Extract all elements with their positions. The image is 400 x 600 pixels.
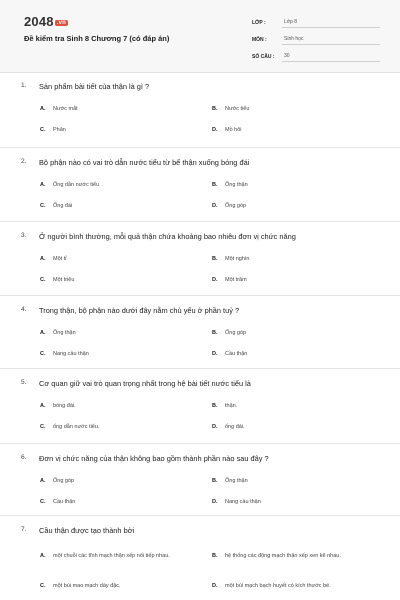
question-number: 5. <box>21 379 27 386</box>
question-header <box>21 306 239 315</box>
meta-value: Sinh học <box>282 36 380 45</box>
logo-text: 2048 <box>24 14 54 29</box>
option-b[interactable] <box>212 255 249 264</box>
option-letter: B. <box>212 106 218 112</box>
option-letter: A. <box>40 403 46 409</box>
option-letter: D. <box>212 499 218 505</box>
meta-subject <box>252 30 380 45</box>
option-text: Ống góp <box>225 203 247 209</box>
option-c[interactable] <box>40 350 89 359</box>
option-d[interactable] <box>212 423 245 432</box>
option-text: một búi mạch bạch huyết có kích thước bé. <box>225 582 331 589</box>
meta-label: MÔN : <box>252 37 267 43</box>
option-letter: C. <box>40 351 46 357</box>
option-letter: B. <box>212 256 218 262</box>
option-text: Một nghìn <box>225 256 250 262</box>
option-text: Mồ hôi <box>225 127 242 133</box>
question-header <box>21 232 296 241</box>
option-a[interactable] <box>40 255 66 264</box>
meta-value: Lớp 8 <box>282 19 380 28</box>
meta-label: LỚP : <box>252 20 266 26</box>
option-letter: C. <box>40 424 46 430</box>
question-item <box>0 444 400 516</box>
option-d[interactable] <box>212 576 362 596</box>
question-text: Đơn vị chức năng của thận không bao gồm thành phần nào sau đây ? <box>39 454 269 463</box>
option-letter: D. <box>212 203 218 209</box>
question-item <box>0 72 400 148</box>
option-text: Cầu thận <box>53 499 76 505</box>
option-a[interactable] <box>40 477 74 486</box>
option-c[interactable] <box>40 202 72 211</box>
option-letter: D. <box>212 582 218 589</box>
option-d[interactable] <box>212 202 246 211</box>
option-b[interactable] <box>212 181 248 190</box>
option-text: Ống thận <box>225 478 248 484</box>
question-item <box>0 296 400 369</box>
question-number: 1. <box>21 82 27 89</box>
option-text: Ống góp <box>53 478 75 484</box>
option-text: Phân <box>53 127 66 133</box>
option-text: Một trăm <box>225 277 247 283</box>
option-letter: A. <box>40 330 46 336</box>
option-text: bóng đái. <box>53 403 76 409</box>
question-item <box>0 222 400 296</box>
option-letter: A. <box>40 106 46 112</box>
option-d[interactable] <box>212 276 247 285</box>
option-c[interactable] <box>40 498 75 507</box>
option-d[interactable] <box>212 350 247 359</box>
option-letter: A. <box>40 182 46 188</box>
option-text: ống đái. <box>225 424 245 430</box>
option-d[interactable] <box>212 498 261 507</box>
option-text: Nước mắt <box>53 106 78 112</box>
option-letter: C. <box>40 499 46 505</box>
option-c[interactable] <box>40 126 66 135</box>
question-number: 6. <box>21 454 27 461</box>
question-text: Trong thận, bộ phận nào dưới đây nằm chủ yếu ở phần tuỷ ? <box>39 306 240 315</box>
question-text: Sản phẩm bài tiết của thận là gì ? <box>39 82 150 91</box>
option-text: Ống thận <box>53 330 76 336</box>
option-letter: A. <box>40 478 46 484</box>
option-a[interactable] <box>40 546 180 566</box>
document-header <box>0 0 400 73</box>
option-letter: C. <box>40 127 46 133</box>
option-text: Ống góp <box>225 330 247 336</box>
option-b[interactable] <box>212 402 237 411</box>
option-c[interactable] <box>40 276 74 285</box>
option-c[interactable] <box>40 423 99 432</box>
question-number: 7. <box>21 526 27 533</box>
option-a[interactable] <box>40 402 76 411</box>
option-letter: D. <box>212 127 218 133</box>
question-text: Cơ quan giữ vai trò quan trọng nhất trong hệ bài tiết nước tiểu là <box>39 379 251 388</box>
option-letter: B. <box>212 330 218 336</box>
option-letter: A. <box>40 552 46 559</box>
option-a[interactable] <box>40 329 76 338</box>
option-letter: D. <box>212 351 218 357</box>
option-letter: A. <box>40 256 46 262</box>
question-header <box>21 82 149 91</box>
question-header <box>21 379 251 388</box>
question-number: 2. <box>21 158 27 165</box>
option-text: một chuỗi các tĩnh mạch thận xếp nối tiếp nhau. <box>53 552 170 559</box>
meta-question-count <box>252 47 380 62</box>
question-text: Cầu thận được tạo thành bởi <box>39 526 135 535</box>
question-number: 4. <box>21 306 27 313</box>
option-text: Ống thận <box>225 182 248 188</box>
question-text: Ở người bình thường, mỗi quả thận chứa khoảng bao nhiêu đơn vị chức năng <box>39 232 296 241</box>
option-letter: C. <box>40 582 46 589</box>
option-c[interactable] <box>40 576 180 596</box>
option-letter: D. <box>212 424 218 430</box>
question-header <box>21 526 134 535</box>
option-letter: B. <box>212 478 218 484</box>
option-text: Một triệu <box>53 277 75 283</box>
option-letter: B. <box>212 552 218 559</box>
option-letter: C. <box>40 203 46 209</box>
option-text: Nước tiểu <box>225 106 250 112</box>
option-text: Một tỉ <box>53 256 67 262</box>
meta-label: SỐ CÂU : <box>252 54 275 60</box>
option-text: Ống dẫn nước tiểu <box>53 182 100 188</box>
question-item <box>0 369 400 444</box>
option-text: Nang cầu thận <box>225 499 261 505</box>
option-letter: B. <box>212 403 218 409</box>
site-logo[interactable] <box>24 14 68 29</box>
option-letter: C. <box>40 277 46 283</box>
option-text: ống dẫn nước tiểu. <box>53 424 100 430</box>
meta-value: 30 <box>282 53 380 62</box>
question-text: Bộ phận nào có vai trò dẫn nước tiểu từ bể thận xuống bóng đái <box>39 158 250 167</box>
option-text: một búi mao mạch dày đặc. <box>53 582 121 589</box>
question-number: 3. <box>21 232 27 239</box>
option-text: Nang cầu thận <box>53 351 89 357</box>
option-text: Cầu thận <box>225 351 248 357</box>
document-meta <box>252 13 380 64</box>
option-d[interactable] <box>212 126 242 135</box>
option-a[interactable] <box>40 105 78 114</box>
option-letter: D. <box>212 277 218 283</box>
question-item <box>0 148 400 222</box>
question-header <box>21 454 269 463</box>
option-text: thận. <box>225 403 238 409</box>
document-title: Đề kiểm tra Sinh 8 Chương 7 (có đáp án) <box>24 34 170 43</box>
logo-suffix: .vn <box>56 20 67 26</box>
option-a[interactable] <box>40 181 99 190</box>
question-item <box>0 516 400 600</box>
option-b[interactable] <box>212 329 246 338</box>
question-header <box>21 158 249 167</box>
option-b[interactable] <box>212 546 362 566</box>
meta-class <box>252 13 380 28</box>
option-b[interactable] <box>212 477 248 486</box>
option-text: Ống đái <box>53 203 73 209</box>
option-letter: B. <box>212 182 218 188</box>
option-b[interactable] <box>212 105 249 114</box>
option-text: hệ thống các động mạch thận xếp xen kẽ nhau. <box>225 552 341 559</box>
question-list <box>0 72 400 600</box>
